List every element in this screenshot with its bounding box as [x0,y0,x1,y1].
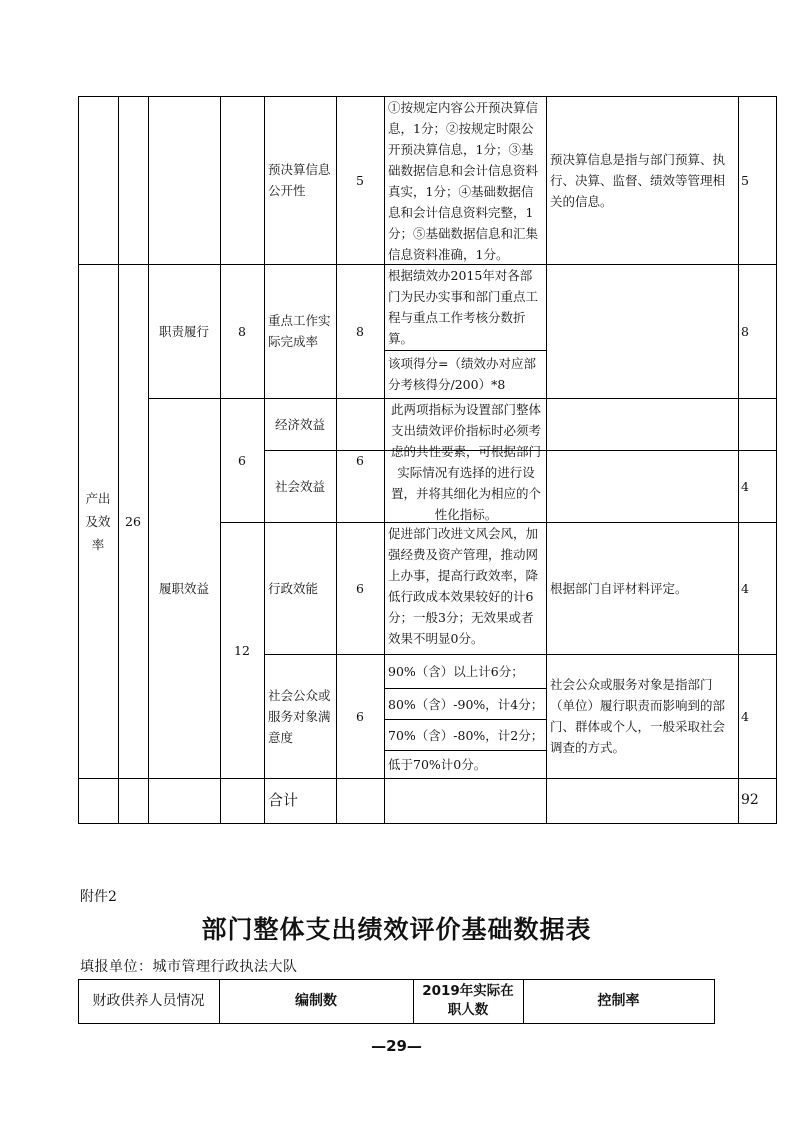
attachment-title: 部门整体支出绩效评价基础数据表 [201,915,592,944]
criteria-completion-a: 根据绩效办2015年对各部门为民办实事和部门重点工程与重点工作考核分数折算。 [388,268,539,346]
score-satisfaction: 6 [356,708,364,724]
table-border-bottom [78,1023,715,1024]
item-disclosure: 预决算信息公开性 [268,162,331,198]
explanation-admin-efficiency: 根据部门自评材料评定。 [550,580,688,596]
table-border-bottom [78,823,776,824]
actual-disclosure: 5 [741,172,749,188]
group-output-label: 产出及效率 [85,490,111,552]
criteria-satisfaction-1: 90%（含）以上计6分； [388,664,524,679]
page-number: —29— [371,1037,422,1055]
criteria-satisfaction-3: 70%（含）-80%，计2分； [388,727,544,743]
attachment-label: 附件2 [80,889,117,905]
score-disclosure: 5 [356,172,364,188]
criteria-disclosure: ①按规定内容公开预决算信息，1分；②按规定时限公开预决算信息，1分；③基础数据信息和会计信息资料真实，1分；④基础数据信息和会计信息资料完整，1分；⑤基础数据信息和汇集信息资料准确，1分。 [388,100,539,262]
criteria-satisfaction-4: 低于70%计0分。 [388,757,487,772]
criteria-admin-efficiency: 促进部门改进文风会风，加强经费及资产管理，推动网上办事，提高行政效率，降低行政成本效果较好的计6分；一般3分；无效果或者效果不明显0分。 [388,526,539,646]
item-completion-rate: 重点工作实际完成率 [268,313,331,349]
item-satisfaction: 社会公众或服务对象满意度 [268,687,331,745]
score-admin-efficiency: 6 [356,580,364,596]
table-border-left [78,96,79,824]
level2-benefit-score-b: 12 [234,642,250,658]
level2-duty: 职责履行 [158,323,209,339]
actual-admin-efficiency: 4 [741,580,749,596]
row-divider [78,778,776,779]
total-label: 合计 [268,791,299,809]
table-border-right [776,96,777,824]
level2-benefit: 履职效益 [158,580,209,596]
level2-duty-score: 8 [238,323,246,339]
explanation-disclosure: 预决算信息是指与部门预算、执行、决算、监督、绩效等管理相关的信息。 [550,151,726,209]
item-admin-efficiency: 行政效能 [268,580,319,596]
actual-satisfaction: 4 [741,708,749,724]
explanation-satisfaction: 社会公众或服务对象是指部门（单位）履行职责而影响到的部门、群体或个人，一般采取社会调查的方式。 [550,677,726,755]
actual-benefit: 4 [741,478,749,494]
level2-benefit-score-a: 6 [238,452,246,468]
header-staff-situation: 财政供养人员情况 [92,992,205,1009]
col-divider [546,96,547,824]
item-economic-benefit: 经济效益 [274,416,325,432]
criteria-completion-b: 该项得分=（绩效办对应部分考核得分/200）*8 [388,356,536,392]
item-social-benefit: 社会效益 [274,478,325,494]
criteria-satisfaction-2: 80%（含）-90%，计4分； [388,696,544,712]
col-divider [384,96,385,824]
header-control-rate: 控制率 [597,992,640,1009]
header-authorized: 编制数 [295,992,337,1009]
header-actual-staff: 2019年实际在职人数 [422,983,514,1018]
col-divider [714,979,715,1024]
fill-unit: 填报单位：城市管理行政执法大队 [80,959,298,975]
score-completion-rate: 8 [356,323,364,339]
actual-completion-rate: 8 [741,323,749,339]
col-divider [413,979,414,1024]
criteria-divider [384,350,546,351]
criteria-benefit: 此两项指标为设置部门整体支出绩效评价指标时必须考虑的共性要素，可根据部门实际情况有选择的进行设置，并将其细化为相应的个性化指标。 [390,402,541,522]
score-benefit: 6 [356,452,364,468]
col-divider [738,96,739,824]
group-output-score: 26 [125,513,141,529]
total-actual: 92 [741,792,759,808]
